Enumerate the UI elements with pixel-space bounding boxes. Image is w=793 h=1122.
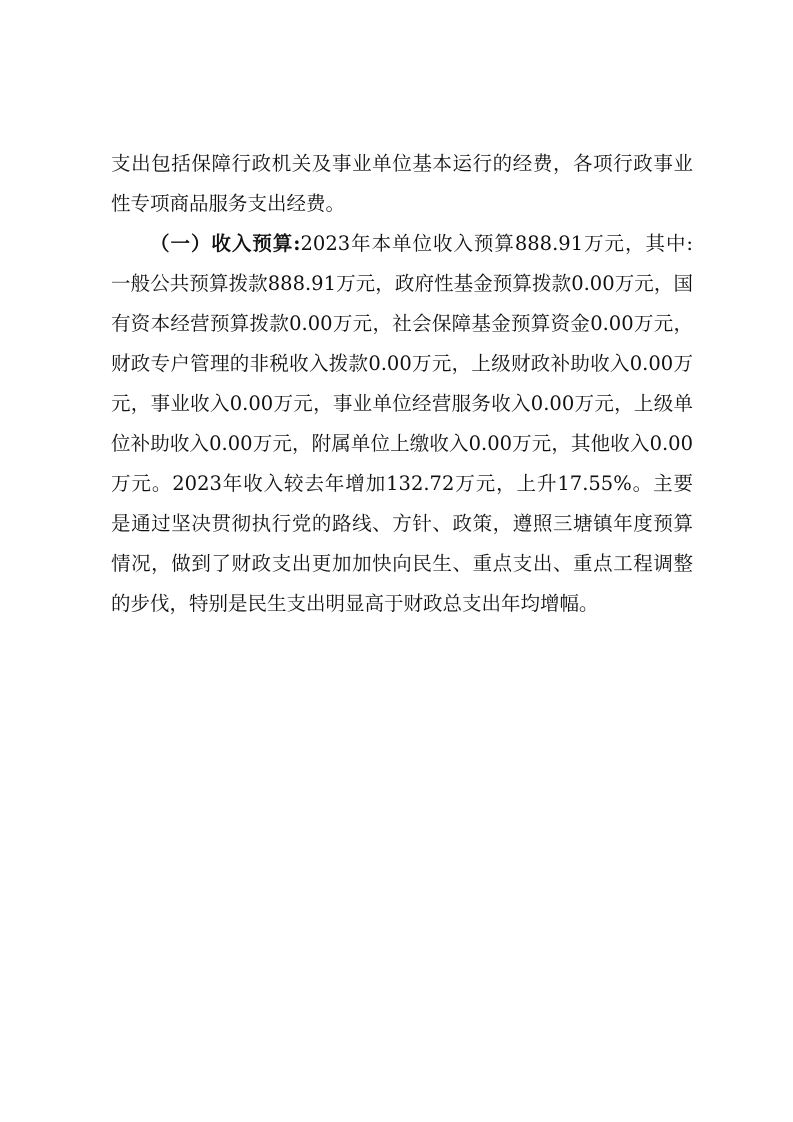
paragraph-expenditure: 支出包括保障行政机关及事业单位基本运行的经费，各项行政事业性专项商品服务支出经费。 (111, 152, 693, 215)
income-budget-text: 2023年本单位收入预算888.91万元，其中: 一般公共预算拨款888.91万元，政府性基金预算拨款0.00万元，国有资本经营预算拨款0.00万元，社会保障基金预算资金0.00万元，财政专户管理的非税收入拨款0.00万元，上级财政补助收入0.00万元，事业收入0.00万元，事业单位经营服务收入0.00万元，上级单位补助收入0.00万元，附属单位上缴收入0.00万元，其他收入0.00万元。2023年收入较去年增加132.72万元，上升17.55%。主要是通过坚决贯彻执行党的路线、方针、政策，遵照三塘镇年度预算情况，做到了财政支出更加加快向民生、重点支出、重点工程调整的步伐，特别是民生支出明显高于财政总支出年均增幅。 (111, 232, 693, 615)
document-body (111, 144, 693, 624)
paragraph-income-budget (111, 224, 693, 624)
section-heading-income-budget: （一）收入预算: (150, 232, 301, 255)
